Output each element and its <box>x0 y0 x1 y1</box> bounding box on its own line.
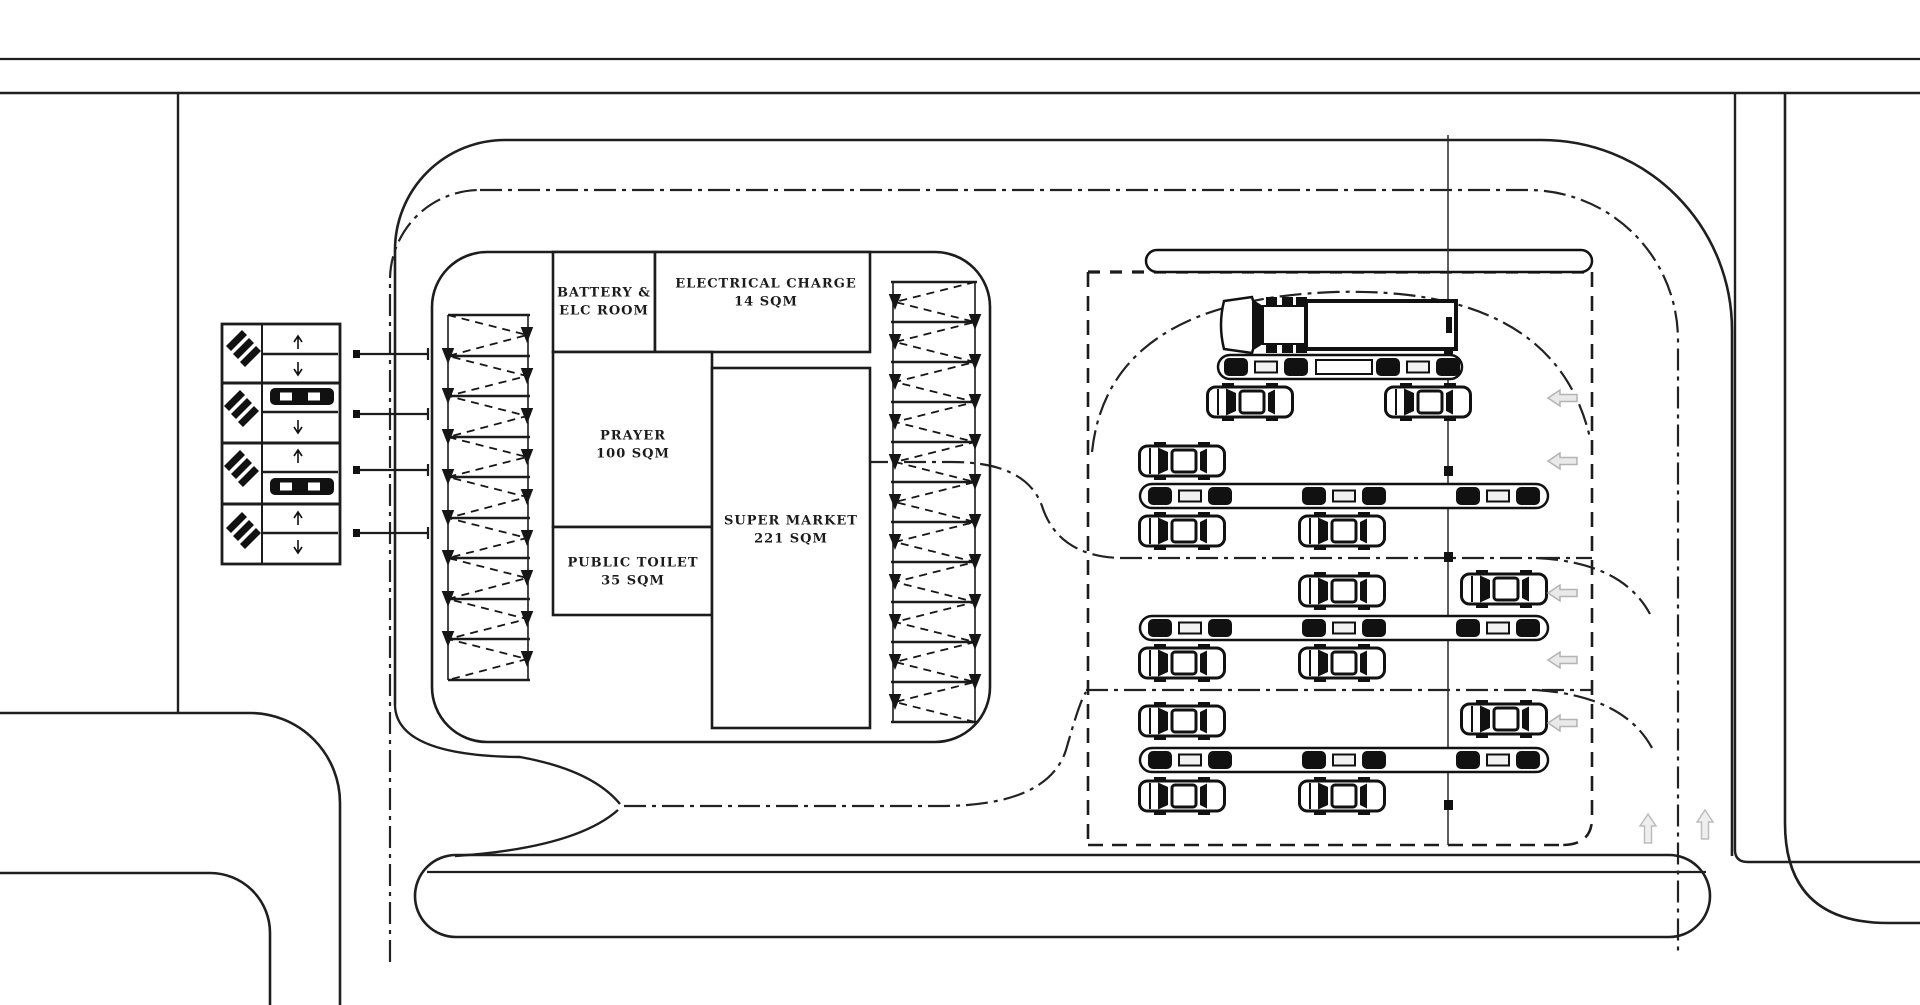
roadside-fuel-station <box>222 324 428 564</box>
fuel-island <box>1140 748 1548 772</box>
car-icon <box>1140 442 1225 480</box>
canopy-edge <box>1146 250 1592 272</box>
fuel-island <box>1140 484 1548 508</box>
fueling-canopy-area <box>1140 135 1593 845</box>
car-icon <box>1208 383 1293 421</box>
parking-chevron-icon <box>895 282 975 722</box>
station-connector-lines <box>358 348 428 539</box>
car-icon <box>1140 702 1225 740</box>
direction-arrows <box>1548 390 1713 843</box>
car-icon <box>1140 644 1225 682</box>
label-line: 14 SQM <box>734 294 798 309</box>
parking-column-right <box>891 282 977 722</box>
car-icon <box>1300 644 1385 682</box>
arrow-up-icon <box>1697 810 1713 839</box>
label-prayer <box>596 429 670 460</box>
label-line: 35 SQM <box>601 573 665 588</box>
fuel-dispenser-icon <box>270 478 334 495</box>
arrow-left-icon <box>1548 652 1577 668</box>
label-electrical-charge <box>675 277 857 308</box>
label-line: PRAYER <box>599 428 667 444</box>
label-line: BATTERY & <box>556 285 652 301</box>
car-icon <box>1300 572 1385 610</box>
label-battery-elec-room <box>557 286 651 317</box>
fuel-dispenser-icon <box>1224 358 1308 376</box>
arrow-left-icon <box>1548 390 1577 406</box>
truck-icon <box>1221 297 1456 353</box>
car-icon <box>1462 570 1547 608</box>
fuel-island <box>1140 616 1548 640</box>
car-icon <box>1462 700 1547 738</box>
car-icon <box>1140 777 1225 815</box>
parking-chevron-icon <box>448 315 527 680</box>
building-block <box>432 252 990 742</box>
car-icon <box>1300 512 1385 550</box>
car-icon <box>1386 383 1471 421</box>
car-icon <box>1300 777 1385 815</box>
label-line: 100 SQM <box>596 446 670 461</box>
car-icon <box>1140 512 1225 550</box>
building-super-market <box>712 368 870 728</box>
arrow-left-icon <box>1548 715 1577 731</box>
label-line: ELC ROOM <box>559 303 649 318</box>
arrow-left-icon <box>1548 453 1577 469</box>
label-line: 221 SQM <box>754 531 828 546</box>
fuel-dispenser-icon <box>270 388 334 405</box>
arrow-left-icon <box>1548 585 1577 601</box>
fuel-dispenser-icon <box>1376 358 1460 376</box>
label-super-market <box>724 514 858 545</box>
label-line: ELECTRICAL CHARGE <box>675 276 857 292</box>
label-line: SUPER MARKET <box>724 513 858 529</box>
label-public-toilet <box>568 556 699 587</box>
parking-column-left <box>448 315 530 680</box>
fuel-island-truck-row <box>1218 355 1462 379</box>
arrow-up-icon <box>1640 814 1656 843</box>
label-line: PUBLIC TOILET <box>567 555 699 571</box>
